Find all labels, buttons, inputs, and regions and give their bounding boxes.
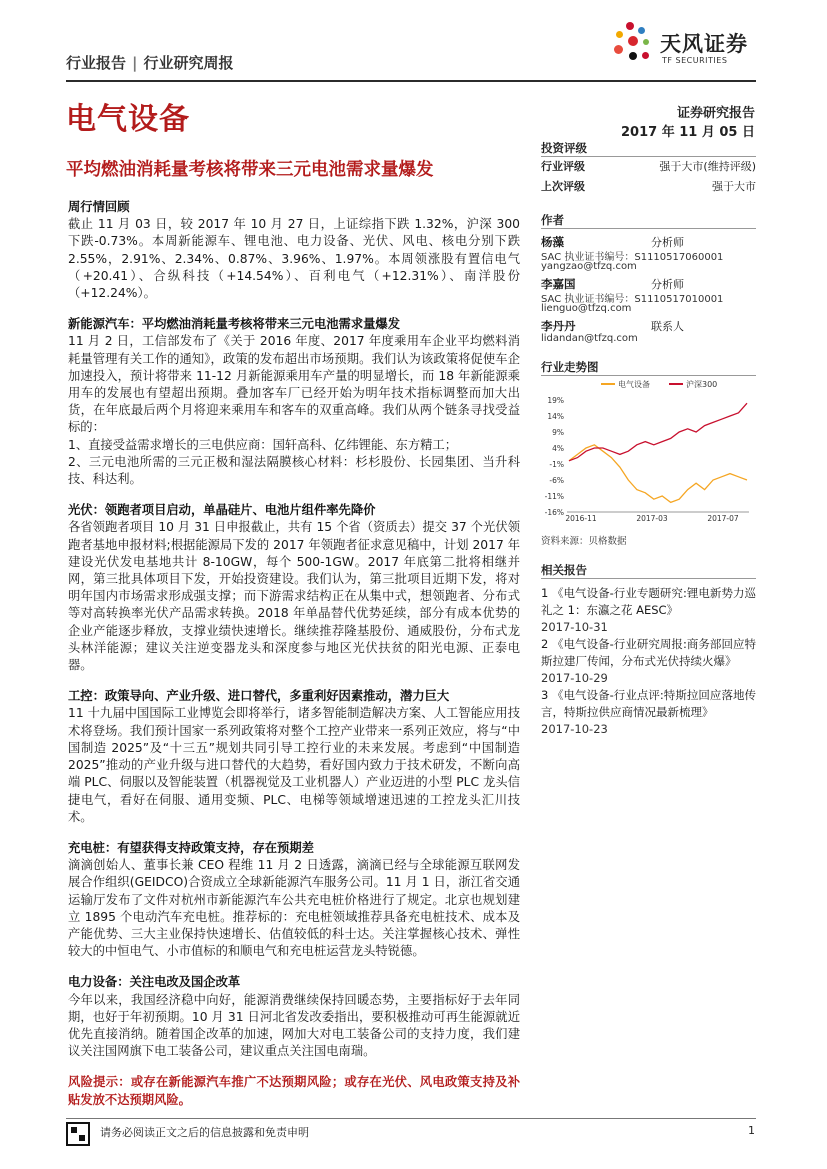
related-reports [541, 585, 756, 738]
header-divider [66, 80, 756, 82]
related-heading: 相关报告 [541, 561, 756, 579]
author-email[interactable]: lienguo@tfzq.com [541, 303, 632, 314]
doc-subtype-label: 行业研究周报 [143, 54, 234, 72]
author-card [541, 276, 756, 318]
section-text-weekly: 截止 11 月 03 日，较 2017 年 10 月 27 日，上证综指下跌 1.32%，沪深 300 下跌-0.73%。本周新能源车、锂电池、电力设备、光伏、风电、核电分别下跌 2.55%，2.91%、2.34%、0.87%、3.96%、1.97%。本周领涨股有置信电气（+20.41）、合纵科技（+14.54%）、百利电气（+12.31%）、南洋股份（+12.24%）。 [68, 217, 520, 301]
chart-y-tick-label: -11% [544, 492, 564, 501]
trend-heading: 行业走势图 [541, 358, 756, 376]
author-license: SAC 执业证书编号：S1110517060001 [541, 252, 724, 263]
prev-rating-row [541, 177, 756, 197]
related-report-item[interactable] [541, 585, 756, 636]
chart-y-tick-label: 4% [552, 444, 564, 453]
section-title-weekly: 周行情回顾 [68, 200, 130, 214]
report-date: 2017 年 11 月 05 日 [621, 125, 755, 140]
related-report-date: 2017-10-23 [541, 722, 608, 736]
industry-rating-row [541, 157, 756, 177]
industry-title: 电气设备 [66, 102, 190, 137]
doc-type-separator: | [132, 54, 138, 72]
section-item-nev-2: 2、三元电池所需的三元正极和湿法隔膜核心材料：杉杉股份、长园集团、当升科技、科达利。 [68, 454, 520, 487]
brand-name: 天风证券 [660, 32, 748, 56]
section-text-power: 今年以来，我国经济稳中向好，能源消费继续保持回暖态势，主要指标好于去年同期，也好于年初预期。10 月 31 日河北省发改委指出，要积极推动可再生能源就近优先直接消纳。随着国企改革的加速，网加大对电工装备公司的支持力度，我们建议关注国网旗下电工装备公司，建议重点关注国电南瑞。 [68, 992, 520, 1059]
section-item-nev-1: 1、直接受益需求增长的三电供应商：国轩高科、亿纬锂能、东方精工； [68, 437, 458, 452]
author-email[interactable]: yangzao@tfzq.com [541, 261, 637, 272]
section-title-charging: 充电桩：有望获得支持政策支持，存在预期差 [68, 840, 314, 855]
section-text-nev: 11 月 2 日，工信部发布了《关于 2016 年度、2017 年度乘用车企业平均燃料消耗量管理有关工作的通知》，政策的发布超出市场预期。我们认为该政策将促使车企加速投入，预计将带来 11-12 月新能源乘用车产量的明显增长，而 18 年新能源乘用车的发展也有望超出预期。叠加客车厂已经开始为明年技术指标调整而加大出货，在年底最后两个月将迎来乘用车和客车的双重高峰。我们从两个链条寻找受益标的： [68, 334, 520, 435]
document-type [66, 52, 234, 73]
report-headline: 平均燃油消耗量考核将带来三元电池需求量爆发 [66, 160, 434, 180]
section-text-pv: 各省领跑者项目 10 月 31 日申报截止，共有 15 个省（资质去）提交 37 个光伏领跑者基地申报材料;根据能源局下发的 2017 年领跑者征求意见稿中，计划 2017 年建设光伏发电基地共计 8-10GW，每个 500-1GW。2017 年底第二批将相继并网，第三批具体项目下发，开始投资建设。我们认为，第三批项目近期下发，将对明年国内市场需求形成强支撑；而下游需求结构正在从集中式，想领跑者、分布式等对高转换率光伏产品需求转换。2018 年单晶替代优势延续，部分有成本优势的企业产能逐步释放，支撑业绩快速增长。继续推荐隆基股份、通威股份，分布式龙头林洋能源；建议关注逆变器龙头和深度参与地区光伏扶贫的阳光电源、正泰电器。 [68, 520, 520, 673]
report-kind: 证券研究报告 [676, 106, 755, 121]
chart-x-tick-label: 2016-11 [565, 514, 597, 523]
prev-rating-value: 强于大市 [712, 180, 756, 193]
author-email[interactable]: lidandan@tfzq.com [541, 333, 638, 344]
page-number: 1 [748, 1124, 755, 1137]
section-title-pv: 光伏：领跑者项目启动，单晶硅片、电池片组件率先降价 [68, 503, 376, 518]
author-card [541, 318, 756, 348]
chart-x-tick-label: 2017-07 [707, 514, 739, 523]
chart-y-tick-label: 19% [547, 396, 564, 405]
author-role: 分析师 [651, 278, 684, 291]
prev-rating-label: 上次评级 [541, 180, 585, 193]
chart-y-tick-label: -1% [549, 460, 564, 469]
section-text-ic: 11 十九届中国国际工业博览会即将举行，诸多智能制造解决方案、人工智能应用技术将登场。我们预计国家一系列政策将对整个工控产业带来一系列正效应，将与“中国制造 2025”及“十三五”规划共同引导工控行业的未来发展。考虑到“中国制造 2025”推动的产业升级与进口替代的大趋势，看好国内致力于技术研发，不断向高端 PLC、伺服以及智能装置（机器视觉及工业机器人）产业迈进的小型 PLC 龙头信捷电气，看好在伺服、通用变频、PLC、电梯等领域增速迅速的工控龙头汇川技术。 [68, 706, 520, 824]
chart-y-tick-label: 9% [552, 428, 564, 437]
chart-series-line [569, 445, 747, 503]
logo-dots-icon [612, 22, 656, 70]
industry-rating-value: 强于大市(维持评级) [659, 160, 756, 173]
chart-legend-label: 电气设备 [618, 380, 650, 389]
chart-legend-label: 沪深300 [686, 380, 718, 389]
industry-rating-label: 行业评级 [541, 160, 585, 173]
author-name: 李嘉国 [541, 277, 576, 291]
related-report-date: 2017-10-29 [541, 671, 608, 685]
related-report-title: 3 《电气设备-行业点评:特斯拉回应落地传言，特斯拉供应商情况最新梳理》 [541, 688, 756, 719]
main-content [68, 199, 520, 1109]
rating-heading: 投资评级 [541, 139, 756, 157]
trend-chart-svg [541, 376, 756, 531]
section-text-charging: 滴滴创始人、董事长兼 CEO 程维 11 月 2 日透露，滴滴已经与全球能源互联网发展合作组织(GEIDCO)合资成立全球新能源汽车服务公司。11 月 1 日，浙江省交通运输厅发布了文件对杭州市新能源汽车公共充电桩价格进行了规定。北京也规划建立 1895 个电动汽车充电桩。推荐标的：充电桩领域推荐具备充电桩技术、成本及产能优势、三大主业保持快速增长、估值较低的科士达。关注掌握核心技术、弹性较大的中恒电气、小市值标的和顺电气和充电桩运营龙头特锐德。 [68, 858, 520, 959]
brand-logo [612, 22, 762, 74]
author-role: 分析师 [651, 236, 684, 249]
brand-subtitle: TF SECURITIES [662, 56, 728, 65]
author-card [541, 234, 756, 276]
section-title-ic: 工控：政策导向、产业升级、进口替代，多重利好因素推动，潜力巨大 [68, 689, 450, 704]
author-license: SAC 执业证书编号：S1110517010001 [541, 294, 724, 305]
related-report-item[interactable] [541, 636, 756, 687]
sidebar [541, 139, 756, 738]
chart-y-tick-label: -16% [544, 508, 564, 517]
trend-chart [541, 376, 756, 531]
doc-type-label: 行业报告 [66, 54, 127, 72]
section-title-power: 电力设备：关注电改及国企改革 [68, 975, 241, 990]
section-title-nev: 新能源汽车：平均燃油消耗量考核将带来三元电池需求量爆发 [68, 317, 401, 332]
authors-heading: 作者 [541, 211, 756, 229]
author-name: 李丹丹 [541, 319, 576, 333]
related-report-title: 1 《电气设备-行业专题研究:锂电新势力巡礼之 1：东瀛之花 AESC》 [541, 586, 756, 617]
chart-y-tick-label: -6% [549, 476, 564, 485]
related-report-date: 2017-10-31 [541, 620, 608, 634]
related-report-title: 2 《电气设备-行业研究周报:商务部回应特斯拉建厂传闻，分布式光伏持续火爆》 [541, 637, 756, 668]
chart-series-line [569, 403, 747, 461]
risk-warning: 风险提示：或存在新能源汽车推广不达预期风险；或存在光伏、风电政策支持及补贴发放不达预期风险。 [68, 1075, 520, 1107]
footer-divider [66, 1118, 756, 1119]
author-name: 杨藻 [541, 235, 564, 249]
chart-x-tick-label: 2017-03 [636, 514, 668, 523]
related-report-item[interactable] [541, 687, 756, 738]
chart-source: 资料来源：贝格数据 [541, 536, 627, 547]
author-role: 联系人 [651, 320, 684, 333]
chart-y-tick-label: 14% [547, 412, 564, 421]
qr-code-icon [66, 1122, 90, 1146]
footer-disclaimer[interactable]: 请务必阅读正文之后的信息披露和免责申明 [100, 1126, 309, 1139]
